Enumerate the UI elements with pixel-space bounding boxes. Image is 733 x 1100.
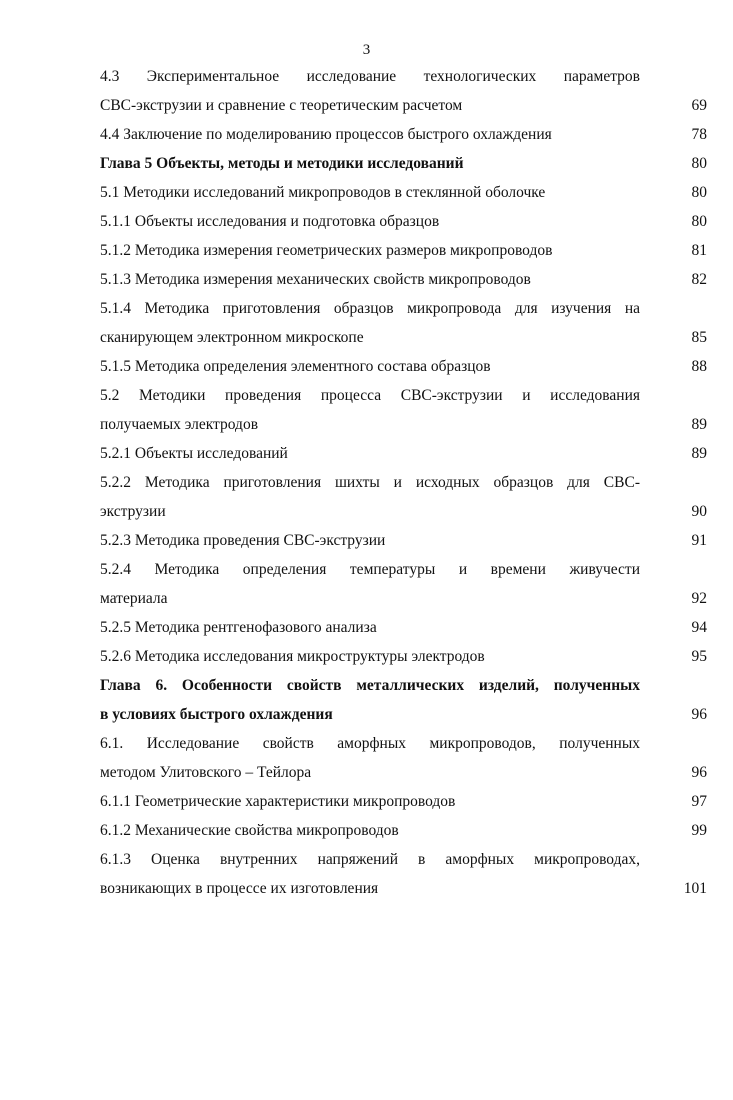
toc-entry-title-line: 6.1.2 Механические свойства микропроводов [100, 822, 399, 839]
toc-entry-page: 89 [691, 416, 707, 433]
toc-entry-title-line: 5.2.4 Методика определения температуры и времени живучести [100, 561, 640, 578]
toc-entry-page: 88 [691, 358, 707, 375]
toc-entry-title-line: 5.1 Методики исследований микропроводов в стеклянной оболочке [100, 184, 546, 201]
toc-entry-title-line: 6.1.1 Геометрические характеристики микропроводов [100, 793, 456, 810]
toc-entry-title-line: 6.1.3 Оценка внутренних напряжений в аморфных микропроводах, [100, 851, 640, 868]
toc-entry-page: 92 [691, 590, 707, 607]
toc-entry-page: 78 [691, 126, 707, 143]
page-number: 3 [362, 42, 371, 58]
toc-entry-page: 80 [691, 155, 707, 172]
toc-entry-page: 94 [691, 619, 707, 636]
toc-entry-title-line: Глава 5 Объекты, методы и методики исследований [100, 155, 464, 172]
toc-entry-title-line: Глава 6. Особенности свойств металлических изделий, полученных [100, 677, 640, 694]
toc-entry-title-line: материала [100, 590, 168, 607]
toc-entry-title-line: 5.1.2 Методика измерения геометрических размеров микропроводов [100, 242, 553, 259]
toc-entry-page: 89 [691, 445, 707, 462]
toc-entry-page: 97 [691, 793, 707, 810]
toc-entry-title-line: методом Улитовского – Тейлора [100, 764, 312, 781]
toc-entry-title-line: СВС-экструзии и сравнение с теоретическим расчетом [100, 97, 463, 114]
toc-entry-title-line: 5.1.3 Методика измерения механических свойств микропроводов [100, 271, 531, 288]
toc-entry-page: 96 [691, 706, 707, 723]
toc-entry-page: 80 [691, 213, 707, 230]
toc-entry-title-line: 5.2.3 Методика проведения СВС-экструзии [100, 532, 386, 549]
toc-entry-title-line: 5.2.1 Объекты исследований [100, 445, 288, 462]
toc-entry-page: 69 [691, 97, 707, 114]
toc-entry-title-line: 4.3 Экспериментальное исследование технологических параметров [100, 68, 640, 85]
toc-entry-title-line: 5.1.4 Методика приготовления образцов микропровода для изучения на [100, 300, 640, 317]
toc-entry-title-line: получаемых электродов [100, 416, 259, 433]
toc-entry-title-line: 4.4 Заключение по моделированию процессов быстрого охлаждения [100, 126, 552, 143]
toc-entry-page: 91 [691, 532, 707, 549]
toc-entry-title-line: 5.2.6 Методика исследования микроструктуры электродов [100, 648, 485, 665]
toc-entry-title-line: 5.2.5 Методика рентгенофазового анализа [100, 619, 377, 636]
toc-entry-page: 81 [691, 242, 707, 259]
toc-entry-title-line: сканирующем электронном микроскопе [100, 329, 364, 346]
toc-entry-title-line: в условиях быстрого охлаждения [100, 706, 333, 723]
toc-entry-title-line: 5.1.5 Методика определения элементного состава образцов [100, 358, 491, 375]
toc-entry-title-line: экструзии [100, 503, 166, 520]
toc-entry-page: 85 [691, 329, 707, 346]
toc-entry-page: 90 [691, 503, 707, 520]
toc-entry-page: 99 [691, 822, 707, 839]
toc-entry-page: 80 [691, 184, 707, 201]
toc-entry-title-line: 5.1.1 Объекты исследования и подготовка образцов [100, 213, 440, 230]
toc-entry-page: 96 [691, 764, 707, 781]
toc-entry-page: 95 [691, 648, 707, 665]
toc-entry-page: 82 [691, 271, 707, 288]
toc-entry-title-line: возникающих в процессе их изготовления [100, 880, 379, 897]
toc-entry-title-line: 6.1. Исследование свойств аморфных микропроводов, полученных [100, 735, 640, 752]
toc-entry-title-line: 5.2.2 Методика приготовления шихты и исходных образцов для СВС- [100, 474, 640, 491]
toc-entry-page: 101 [683, 880, 707, 897]
toc-entry-title-line: 5.2 Методики проведения процесса СВС-экструзии и исследования [100, 387, 640, 404]
